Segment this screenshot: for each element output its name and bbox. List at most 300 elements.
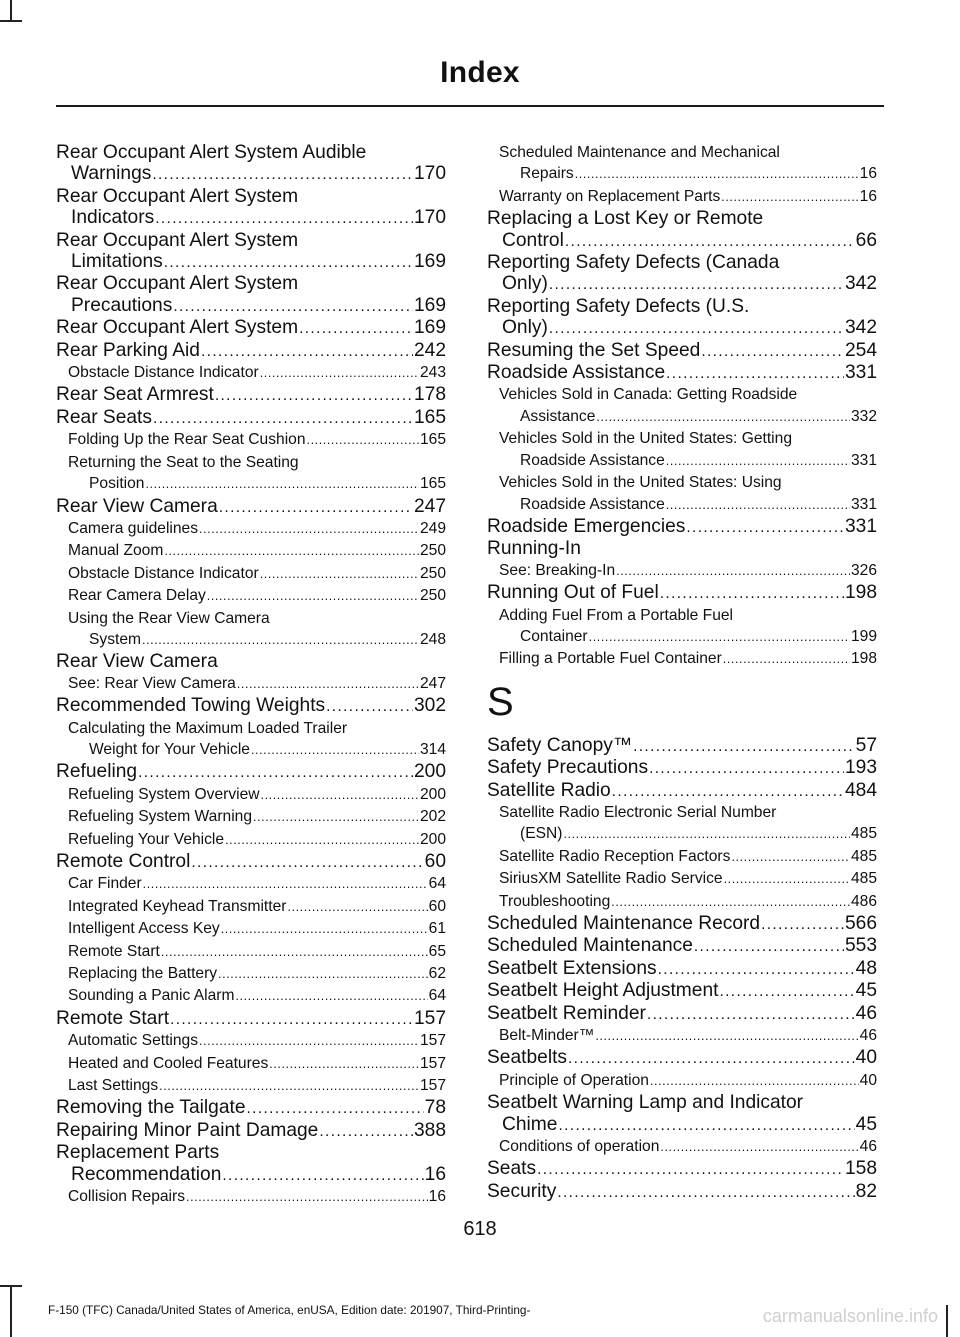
index-entry[interactable] bbox=[56, 230, 446, 274]
entry-page-number: 243 bbox=[419, 364, 446, 382]
entry-label: Running-In bbox=[487, 538, 581, 560]
entry-page-number: 248 bbox=[419, 630, 446, 648]
entry-page-number: 485 bbox=[850, 870, 877, 888]
entry-label: Principle of Operation bbox=[499, 1071, 649, 1089]
dot-leader bbox=[269, 1054, 419, 1075]
dot-leader bbox=[153, 408, 413, 429]
entry-label: Calculating the Maximum Loaded Trailer bbox=[68, 719, 348, 737]
dot-leader bbox=[159, 1076, 419, 1097]
entry-label: System bbox=[89, 630, 141, 648]
entry-label: Indicators bbox=[71, 207, 155, 229]
entry-page-number: 169 bbox=[413, 251, 446, 273]
entry-label: Rear Camera Delay bbox=[68, 587, 206, 605]
entry-label: Safety Precautions bbox=[487, 757, 649, 779]
dot-leader bbox=[207, 586, 419, 607]
entry-page-number: 250 bbox=[419, 587, 446, 605]
entry-page-number: 332 bbox=[850, 407, 877, 425]
entry-page-number: 16 bbox=[859, 187, 877, 205]
dot-leader bbox=[235, 986, 427, 1007]
entry-page-number: 553 bbox=[844, 935, 877, 957]
index-entry[interactable] bbox=[487, 1181, 877, 1203]
entry-label: Rear Occupant Alert System bbox=[56, 273, 299, 295]
index-subentry[interactable] bbox=[68, 1075, 446, 1097]
entry-page-number: 165 bbox=[419, 431, 446, 449]
dot-leader bbox=[201, 341, 413, 362]
entry-label: Car Finder bbox=[68, 875, 142, 893]
entry-page-number: 247 bbox=[413, 495, 446, 517]
entry-label: Only) bbox=[502, 273, 548, 295]
entry-label: Scheduled Maintenance Record bbox=[487, 913, 761, 934]
entry-page-number: 40 bbox=[859, 1071, 877, 1089]
index-entry[interactable] bbox=[487, 1003, 877, 1025]
entry-label: Conditions of operation bbox=[499, 1138, 660, 1156]
entry-label: Recommendation bbox=[71, 1163, 222, 1185]
dot-leader bbox=[549, 318, 844, 339]
entry-page-number: 242 bbox=[413, 339, 446, 361]
entry-page-number: 331 bbox=[850, 495, 877, 513]
index-entry[interactable] bbox=[56, 384, 446, 406]
index-entry[interactable] bbox=[56, 1120, 446, 1142]
entry-label: Roadside Assistance bbox=[520, 451, 665, 469]
dot-leader bbox=[666, 451, 850, 472]
index-subentry[interactable] bbox=[499, 1070, 877, 1092]
entry-label: (ESN) bbox=[520, 825, 563, 843]
dot-leader bbox=[549, 274, 844, 295]
dot-leader bbox=[161, 942, 428, 963]
entry-page-number: 485 bbox=[850, 825, 877, 843]
entry-label: Assistance bbox=[520, 407, 596, 425]
index-entry[interactable] bbox=[487, 296, 877, 340]
entry-label: Limitations bbox=[71, 251, 163, 273]
dot-leader bbox=[326, 696, 413, 717]
dot-leader bbox=[253, 807, 419, 828]
entry-label: Obstacle Distance Indicator bbox=[68, 564, 259, 582]
entry-page-number: 64 bbox=[428, 875, 446, 893]
entry-label: Seatbelt Extensions bbox=[487, 957, 657, 979]
crop-mark bbox=[10, 0, 12, 22]
index-entry[interactable] bbox=[487, 340, 877, 362]
entry-page-number: 202 bbox=[419, 808, 446, 826]
entry-label: Warranty on Replacement Parts bbox=[499, 187, 721, 205]
index-subentry[interactable] bbox=[68, 985, 446, 1007]
entry-page-number: 198 bbox=[844, 582, 877, 604]
index-entry[interactable] bbox=[56, 407, 446, 429]
entry-page-number: 82 bbox=[855, 1180, 877, 1202]
dot-leader bbox=[307, 430, 419, 451]
index-subentry[interactable] bbox=[499, 428, 877, 472]
header-divider bbox=[56, 105, 884, 107]
crop-mark bbox=[0, 1285, 22, 1287]
index-subentry[interactable] bbox=[68, 540, 446, 562]
index-entry[interactable] bbox=[487, 582, 877, 604]
entry-page-number: 64 bbox=[428, 987, 446, 1005]
entry-page-number: 48 bbox=[855, 957, 877, 979]
index-subentry[interactable] bbox=[499, 846, 877, 868]
entry-page-number: 314 bbox=[419, 740, 446, 758]
index-subentry[interactable] bbox=[68, 1186, 446, 1208]
entry-page-number: 342 bbox=[844, 317, 877, 339]
entry-label: Returning the Seat to the Seating bbox=[68, 453, 299, 471]
dot-leader bbox=[611, 892, 850, 913]
entry-label: Rear Occupant Alert System bbox=[56, 229, 299, 251]
entry-label: SiriusXM Satellite Radio Service bbox=[499, 870, 723, 888]
entry-label: Using the Rear View Camera bbox=[68, 609, 270, 627]
entry-label: Rear Seats bbox=[56, 406, 152, 428]
entry-label: Rear Parking Aid bbox=[56, 339, 200, 361]
dot-leader bbox=[575, 164, 859, 185]
entry-page-number: 157 bbox=[419, 1054, 446, 1072]
entry-label: Weight for Your Vehicle bbox=[89, 740, 250, 758]
index-entry[interactable] bbox=[487, 935, 877, 957]
index-subentry[interactable] bbox=[499, 186, 877, 208]
index-subentry[interactable] bbox=[499, 560, 877, 582]
entry-label: Only) bbox=[502, 317, 548, 339]
index-entry[interactable] bbox=[56, 761, 446, 783]
entry-label: Removing the Tailgate bbox=[56, 1097, 246, 1119]
entry-page-number: 247 bbox=[419, 674, 446, 692]
index-entry[interactable] bbox=[487, 1092, 877, 1136]
entry-label: Remote Start bbox=[68, 942, 160, 960]
entry-page-number: 249 bbox=[419, 519, 446, 537]
dot-leader bbox=[260, 564, 419, 585]
dot-leader bbox=[557, 1182, 854, 1203]
index-subentry[interactable] bbox=[68, 1030, 446, 1052]
index-subentry[interactable] bbox=[68, 718, 446, 762]
index-subentry[interactable] bbox=[499, 648, 877, 670]
entry-label: Repairs bbox=[520, 165, 574, 183]
entry-page-number: 60 bbox=[428, 897, 446, 915]
entry-label: Roadside Assistance bbox=[487, 362, 666, 384]
dot-leader bbox=[565, 231, 855, 252]
entry-label: Remote Control bbox=[56, 851, 191, 872]
dot-leader bbox=[199, 519, 419, 540]
entry-label: Heated and Cooled Features bbox=[68, 1054, 269, 1072]
entry-label: Replacement Parts bbox=[56, 1142, 220, 1164]
entry-page-number: 62 bbox=[428, 965, 446, 983]
footer-edition-text: F-150 (TFC) Canada/United States of America, enUSA, Edition date: 201907, Third-Printing- bbox=[48, 1303, 531, 1317]
index-subentry[interactable] bbox=[68, 806, 446, 828]
index-subentry[interactable] bbox=[68, 829, 446, 851]
dot-leader bbox=[155, 208, 413, 229]
entry-label: Safety Canopy™ bbox=[487, 734, 633, 756]
dot-leader bbox=[761, 914, 844, 935]
entry-label: Vehicles Sold in the United States: Getting bbox=[499, 430, 792, 448]
entry-label: Sounding a Panic Alarm bbox=[68, 987, 235, 1005]
index-entry[interactable] bbox=[56, 142, 446, 186]
dot-leader bbox=[225, 830, 419, 851]
index-entry[interactable] bbox=[56, 496, 446, 518]
entry-label: Refueling bbox=[56, 761, 138, 783]
entry-label: Roadside Assistance bbox=[520, 495, 665, 513]
entry-page-number: 60 bbox=[424, 851, 446, 872]
entry-label: Refueling System Overview bbox=[68, 785, 260, 803]
entry-label: Vehicles Sold in the United States: Using bbox=[499, 474, 782, 492]
dot-leader bbox=[261, 785, 419, 806]
entry-label: Rear View Camera bbox=[56, 495, 218, 517]
index-entry[interactable] bbox=[487, 538, 877, 559]
dot-leader bbox=[719, 981, 854, 1002]
entry-label: Vehicles Sold in Canada: Getting Roadside bbox=[499, 386, 798, 404]
index-subentry[interactable] bbox=[499, 868, 877, 890]
index-entry[interactable] bbox=[56, 695, 446, 717]
entry-page-number: 45 bbox=[855, 1113, 877, 1135]
entry-page-number: 178 bbox=[413, 384, 446, 406]
entry-page-number: 200 bbox=[419, 830, 446, 848]
index-subentry[interactable] bbox=[68, 963, 446, 985]
index-subentry[interactable] bbox=[499, 384, 877, 428]
entry-page-number: 61 bbox=[428, 920, 446, 938]
dot-leader bbox=[247, 1098, 424, 1119]
index-subentry[interactable] bbox=[68, 563, 446, 585]
index-entry[interactable] bbox=[487, 735, 877, 757]
entry-label: Seatbelt Height Adjustment bbox=[487, 980, 719, 1002]
index-entry[interactable] bbox=[56, 273, 446, 317]
dot-leader bbox=[143, 874, 428, 895]
entry-page-number: 165 bbox=[413, 406, 446, 428]
dot-leader bbox=[145, 474, 418, 495]
dot-leader bbox=[596, 407, 850, 428]
entry-label: Belt-Minder™ bbox=[499, 1027, 595, 1045]
entry-page-number: 331 bbox=[844, 362, 877, 384]
dot-leader bbox=[319, 1121, 413, 1142]
entry-page-number: 16 bbox=[859, 165, 877, 183]
page-number: 618 bbox=[463, 1218, 497, 1240]
index-entry[interactable] bbox=[487, 780, 877, 802]
entry-label: Seatbelt Warning Lamp and Indicator bbox=[487, 1092, 804, 1114]
entry-page-number: 16 bbox=[424, 1163, 446, 1185]
dot-leader bbox=[694, 936, 844, 957]
index-subentry[interactable] bbox=[68, 673, 446, 695]
dot-leader bbox=[595, 1026, 858, 1047]
dot-leader bbox=[251, 740, 419, 761]
entry-label: Collision Repairs bbox=[68, 1188, 185, 1206]
dot-leader bbox=[723, 649, 850, 670]
entry-page-number: 169 bbox=[413, 317, 446, 339]
index-entry[interactable] bbox=[56, 186, 446, 230]
entry-label: Obstacle Distance Indicator bbox=[68, 364, 259, 382]
dot-leader bbox=[287, 897, 427, 918]
entry-page-number: 250 bbox=[419, 542, 446, 560]
index-column-left bbox=[56, 142, 446, 1209]
index-entry[interactable] bbox=[56, 651, 446, 672]
index-entry[interactable] bbox=[56, 1142, 446, 1186]
index-subentry[interactable] bbox=[68, 452, 446, 496]
dot-leader bbox=[658, 959, 855, 980]
index-subentry[interactable] bbox=[499, 1136, 877, 1158]
index-entry[interactable] bbox=[487, 913, 877, 935]
dot-leader bbox=[260, 363, 419, 384]
index-entry[interactable] bbox=[487, 1158, 877, 1180]
index-subentry[interactable] bbox=[68, 585, 446, 607]
index-entry[interactable] bbox=[487, 252, 877, 296]
index-entry[interactable] bbox=[487, 516, 877, 538]
dot-leader bbox=[666, 363, 844, 384]
entry-label: Security bbox=[487, 1180, 557, 1202]
dot-leader bbox=[138, 762, 413, 783]
entry-page-number: 566 bbox=[844, 913, 877, 934]
entry-label: Refueling System Warning bbox=[68, 808, 253, 826]
entry-label: Scheduled Maintenance bbox=[487, 935, 693, 957]
dot-leader bbox=[219, 497, 413, 518]
dot-leader bbox=[221, 919, 428, 940]
entry-page-number: 165 bbox=[419, 475, 446, 493]
entry-label: Rear Occupant Alert System bbox=[56, 185, 299, 207]
index-entry[interactable] bbox=[56, 340, 446, 362]
entry-label: Recommended Towing Weights bbox=[56, 695, 326, 717]
dot-leader bbox=[164, 252, 413, 273]
index-entry[interactable] bbox=[487, 208, 877, 252]
entry-label: Automatic Settings bbox=[68, 1032, 199, 1050]
dot-leader bbox=[237, 674, 419, 695]
index-subentry[interactable] bbox=[499, 472, 877, 516]
index-entry[interactable] bbox=[56, 1097, 446, 1119]
index-entry[interactable] bbox=[487, 980, 877, 1002]
entry-page-number: 66 bbox=[855, 229, 877, 251]
index-subentry[interactable] bbox=[68, 518, 446, 540]
dot-leader bbox=[686, 517, 844, 538]
entry-page-number: 200 bbox=[419, 785, 446, 803]
dot-leader bbox=[186, 1187, 428, 1208]
index-subentry[interactable] bbox=[68, 918, 446, 940]
dot-leader bbox=[724, 869, 850, 890]
entry-page-number: 40 bbox=[855, 1047, 877, 1069]
entry-page-number: 170 bbox=[413, 207, 446, 229]
entry-label: Filling a Portable Fuel Container bbox=[499, 650, 722, 668]
dot-leader bbox=[701, 341, 844, 362]
index-subentry[interactable] bbox=[68, 1053, 446, 1075]
entry-page-number: 486 bbox=[850, 892, 877, 910]
crop-mark bbox=[10, 1285, 12, 1337]
dot-leader bbox=[215, 385, 413, 406]
index-subentry[interactable] bbox=[499, 605, 877, 649]
entry-label: Container bbox=[520, 627, 588, 645]
entry-page-number: 45 bbox=[855, 980, 877, 1002]
entry-label: Reporting Safety Defects (Canada bbox=[487, 252, 780, 274]
dot-leader bbox=[568, 1048, 855, 1069]
dot-leader bbox=[170, 1009, 413, 1030]
dot-leader bbox=[650, 1071, 859, 1092]
dot-leader bbox=[616, 561, 850, 582]
entry-label: Remote Start bbox=[56, 1007, 170, 1029]
dot-leader bbox=[537, 1159, 844, 1180]
entry-page-number: 193 bbox=[844, 757, 877, 779]
entry-page-number: 198 bbox=[850, 650, 877, 668]
entry-page-number: 157 bbox=[413, 1007, 446, 1029]
index-subentry[interactable] bbox=[68, 608, 446, 652]
index-subentry[interactable] bbox=[68, 362, 446, 384]
dot-leader bbox=[142, 630, 419, 651]
entry-label: Folding Up the Rear Seat Cushion bbox=[68, 431, 306, 449]
entry-label: Warnings bbox=[71, 163, 152, 185]
entry-label: See: Rear View Camera bbox=[68, 674, 236, 692]
watermark-text: carmanualsonline.info bbox=[762, 1306, 938, 1326]
index-subentry[interactable] bbox=[68, 941, 446, 963]
entry-label: Satellite Radio Reception Factors bbox=[499, 847, 731, 865]
dot-leader bbox=[563, 824, 850, 845]
entry-page-number: 157 bbox=[419, 1032, 446, 1050]
index-subentry[interactable] bbox=[68, 784, 446, 806]
page-title: Index bbox=[440, 56, 520, 89]
dot-leader bbox=[299, 318, 413, 339]
index-subentry[interactable] bbox=[499, 1025, 877, 1047]
entry-label: Integrated Keyhead Transmitter bbox=[68, 897, 287, 915]
index-entry[interactable] bbox=[487, 757, 877, 779]
entry-label: Last Settings bbox=[68, 1077, 159, 1095]
entry-label: Adding Fuel From a Portable Fuel bbox=[499, 606, 734, 624]
index-subentry[interactable] bbox=[68, 873, 446, 895]
entry-label: Rear Occupant Alert System bbox=[56, 317, 299, 339]
entry-page-number: 46 bbox=[859, 1138, 877, 1156]
dot-leader bbox=[649, 758, 844, 779]
entry-label: Running Out of Fuel bbox=[487, 582, 659, 604]
entry-label: Precautions bbox=[71, 294, 173, 316]
index-subentry[interactable] bbox=[68, 429, 446, 451]
index-subentry[interactable] bbox=[499, 142, 877, 186]
index-entry[interactable] bbox=[56, 851, 446, 873]
crop-mark bbox=[0, 20, 22, 22]
entry-page-number: 388 bbox=[413, 1119, 446, 1141]
dot-leader bbox=[152, 164, 413, 185]
entry-page-number: 78 bbox=[424, 1097, 446, 1119]
entry-label: Chime bbox=[502, 1113, 558, 1135]
entry-label: Refueling Your Vehicle bbox=[68, 830, 225, 848]
index-column-right bbox=[487, 142, 877, 1203]
index-entry[interactable] bbox=[56, 317, 446, 339]
index-subentry[interactable] bbox=[499, 891, 877, 913]
entry-label: Rear Occupant Alert System Audible bbox=[56, 142, 367, 163]
index-entry[interactable] bbox=[487, 958, 877, 980]
entry-label: Seatbelt Reminder bbox=[487, 1002, 646, 1024]
entry-label: Satellite Radio Electronic Serial Number bbox=[499, 803, 777, 821]
dot-leader bbox=[666, 495, 850, 516]
dot-leader bbox=[589, 627, 850, 648]
index-subentry[interactable] bbox=[499, 802, 877, 846]
entry-label: Manual Zoom bbox=[68, 542, 164, 560]
entry-label: Rear View Camera bbox=[56, 651, 218, 673]
entry-label: Satellite Radio bbox=[487, 779, 611, 801]
entry-label: Scheduled Maintenance and Mechanical bbox=[499, 144, 780, 161]
entry-page-number: 484 bbox=[844, 779, 877, 801]
index-entry[interactable] bbox=[487, 362, 877, 384]
dot-leader bbox=[721, 187, 858, 208]
entry-label: Control bbox=[502, 229, 564, 251]
entry-page-number: 200 bbox=[413, 761, 446, 783]
entry-label: Resuming the Set Speed bbox=[487, 339, 701, 361]
dot-leader bbox=[612, 781, 844, 802]
entry-page-number: 169 bbox=[413, 294, 446, 316]
index-entry[interactable] bbox=[56, 1008, 446, 1030]
entry-label: Camera guidelines bbox=[68, 519, 199, 537]
entry-label: Intelligent Access Key bbox=[68, 920, 220, 938]
entry-label: Position bbox=[89, 475, 145, 493]
index-entry[interactable] bbox=[487, 1047, 877, 1069]
entry-label: Roadside Emergencies bbox=[487, 515, 686, 537]
entry-label: Reporting Safety Defects (U.S. bbox=[487, 295, 750, 317]
dot-leader bbox=[660, 583, 844, 604]
crop-mark bbox=[946, 1305, 948, 1337]
dot-leader bbox=[164, 541, 419, 562]
entry-page-number: 199 bbox=[850, 627, 877, 645]
entry-label: Repairing Minor Paint Damage bbox=[56, 1119, 319, 1141]
dot-leader bbox=[199, 1031, 419, 1052]
dot-leader bbox=[731, 847, 850, 868]
dot-leader bbox=[191, 852, 423, 873]
entry-page-number: 250 bbox=[419, 564, 446, 582]
entry-page-number: 16 bbox=[428, 1188, 446, 1206]
entry-page-number: 302 bbox=[413, 695, 446, 717]
entry-page-number: 342 bbox=[844, 273, 877, 295]
index-subentry[interactable] bbox=[68, 896, 446, 918]
